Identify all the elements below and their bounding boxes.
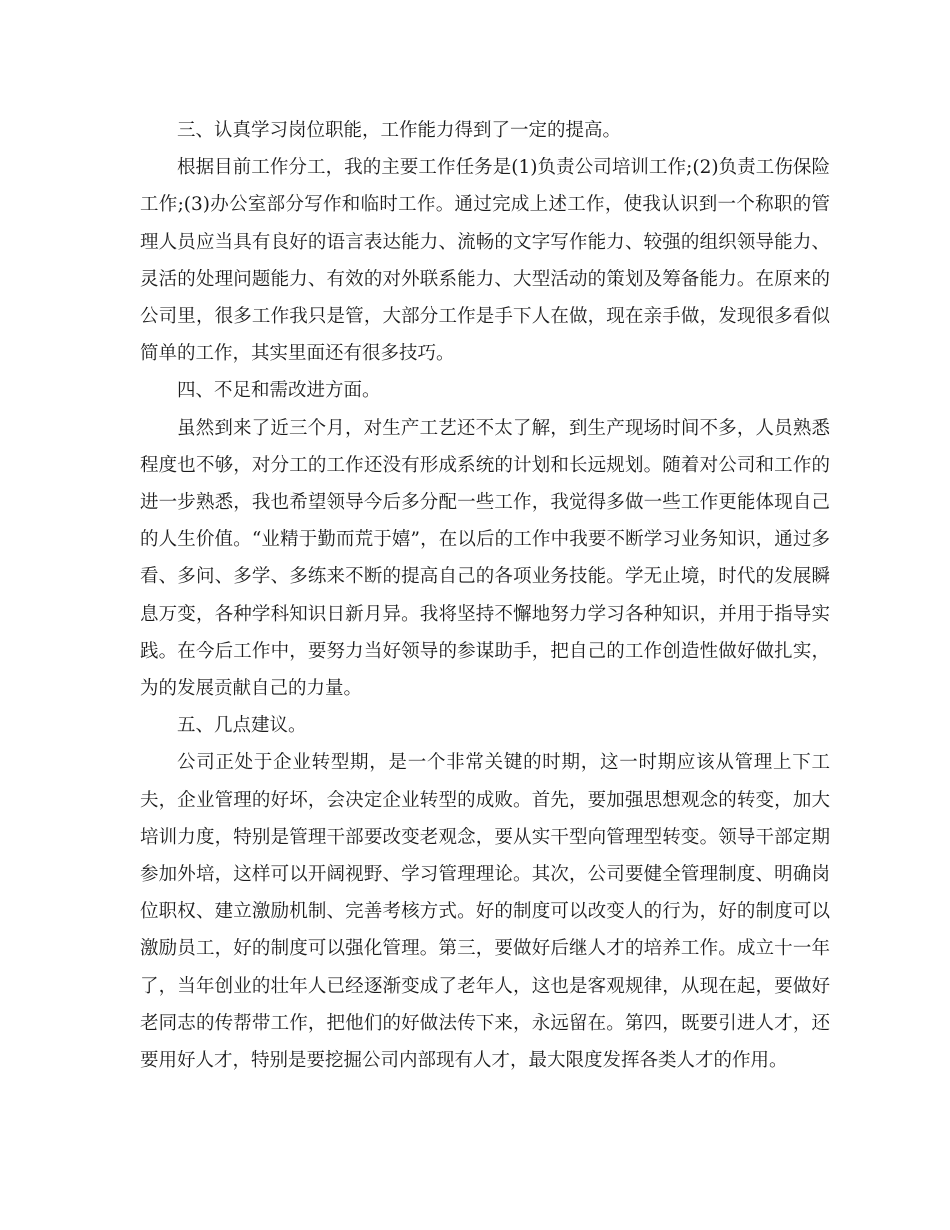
section-paragraph-4: 虽然到来了近三个月，对生产工艺还不太了解，到生产现场时间不多，人员熟悉程度也不够，对分工的工作还没有形成系统的计划和长远规划。随着对公司和工作的进一步熟悉，我也希望领导今后多分配一些工作，我觉得多做一些工作更能体现自己的人生价值。“业精于勤而荒于嬉”，在以后的工作中我要不断学习业务知识，通过多看、多问、多学、多练来不断的提高自己的各项业务技能。学无止境，时代的发展瞬息万变，各种学科知识日新月异。我将坚持不懈地努力学习各种知识，并用于指导实践。在今后工作中，要努力当好领导的参谋助手，把自己的工作创造性做好做扎实，为的发展贡献自己的力量。 (140, 417, 830, 700)
section-paragraph-3: 根据目前工作分工，我的主要工作任务是(1)负责公司培训工作;(2)负责工伤保险工作;(3)办公室部分写作和临时工作。通过完成上述工作，使我认识到一个称职的管理人员应当具有良好的语言表达能力、流畅的文字写作能力、较强的组织领导能力、灵活的处理问题能力、有效的对外联系能力、大型活动的策划及筹备能力。在原来的公司里，很多工作我只是管，大部分工作是手下人在做，现在亲手做，发现很多看似简单的工作，其实里面还有很多技巧。 (140, 157, 830, 365)
document-body (140, 112, 830, 1079)
section-heading-5: 五、几点建议。 (177, 715, 307, 737)
section-heading-3: 三、认真学习岗位职能，工作能力得到了一定的提高。 (177, 120, 622, 141)
section-paragraph-5: 公司正处于企业转型期，是一个非常关键的时期，这一时期应该从管理上下工夫，企业管理的好坏，会决定企业转型的成败。首先，要加强思想观念的转变，加大培训力度，特别是管理干部要改变老观念，要从实干型向管理型转变。领导干部定期参加外培，这样可以开阔视野、学习管理理论。其次，公司要健全管理制度、明确岗位职权、建立激励机制、完善考核方式。好的制度可以改变人的行为，好的制度可以激励员工，好的制度可以强化管理。第三，要做好后继人才的培养工作。成立十一年了，当年创业的壮年人已经逐渐变成了老年人，这也是客观规律，从现在起，要做好老同志的传帮带工作，把他们的好做法传下来，永远留在。第四，既要引进人才，还要用好人才，特别是要挖掘公司内部现有人才，最大限度发挥各类人才的作用。 (140, 752, 830, 1072)
section-heading-4: 四、不足和需改进方面。 (177, 380, 381, 402)
